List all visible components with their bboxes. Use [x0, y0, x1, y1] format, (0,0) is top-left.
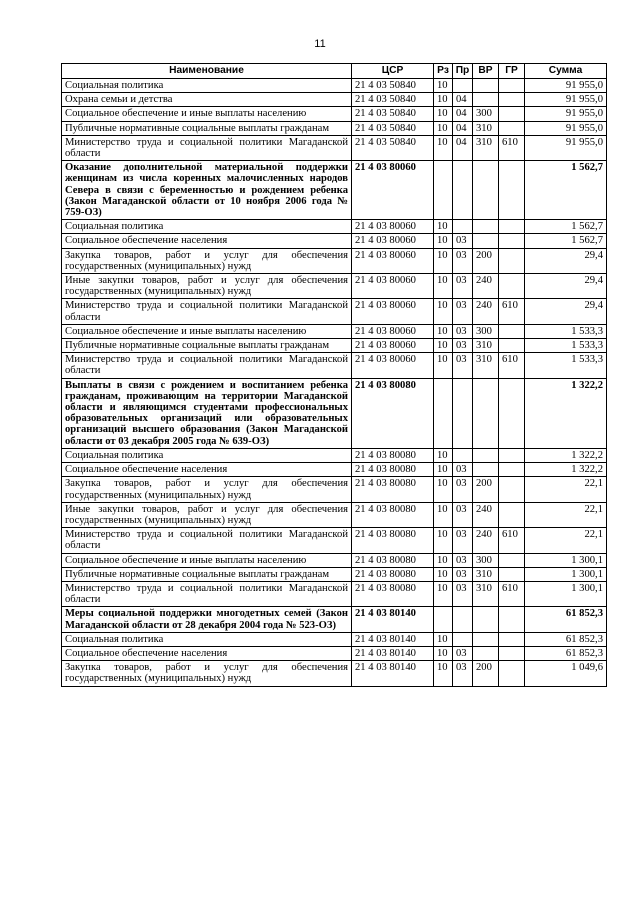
cell-csr: 21 4 03 80080 — [352, 581, 434, 606]
cell-vr: 310 — [473, 339, 499, 353]
cell-pr: 03 — [453, 353, 473, 378]
cell-pr: 04 — [453, 107, 473, 121]
cell-pr: 03 — [453, 299, 473, 324]
cell-gr — [499, 567, 525, 581]
cell-vr — [473, 448, 499, 462]
cell-gr — [499, 553, 525, 567]
cell-vr — [473, 607, 499, 632]
cell-gr — [499, 324, 525, 338]
cell-sum: 1 300,1 — [525, 581, 607, 606]
cell-gr — [499, 220, 525, 234]
table-row — [62, 448, 607, 462]
cell-csr: 21 4 03 80060 — [352, 220, 434, 234]
cell-rz: 10 — [434, 567, 453, 581]
cell-csr: 21 4 03 50840 — [352, 135, 434, 160]
cell-sum: 1 322,2 — [525, 463, 607, 477]
cell-sum: 91 955,0 — [525, 135, 607, 160]
cell-gr — [499, 274, 525, 299]
cell-pr: 04 — [453, 93, 473, 107]
table-row — [62, 528, 607, 553]
table-row — [62, 234, 607, 248]
cell-rz: 10 — [434, 502, 453, 527]
cell-csr: 21 4 03 50840 — [352, 79, 434, 93]
cell-rz: 10 — [434, 661, 453, 686]
cell-gr — [499, 502, 525, 527]
cell-pr — [453, 220, 473, 234]
cell-csr: 21 4 03 50840 — [352, 107, 434, 121]
cell-gr: 610 — [499, 353, 525, 378]
cell-vr: 300 — [473, 553, 499, 567]
cell-sum: 1 322,2 — [525, 378, 607, 448]
cell-gr — [499, 93, 525, 107]
table-row — [62, 121, 607, 135]
cell-sum: 61 852,3 — [525, 632, 607, 646]
cell-pr: 03 — [453, 324, 473, 338]
cell-sum: 22,1 — [525, 528, 607, 553]
cell-name: Социальное обеспечение населения — [62, 463, 352, 477]
cell-vr — [473, 161, 499, 220]
cell-gr — [499, 107, 525, 121]
table-row — [62, 220, 607, 234]
cell-sum: 1 533,3 — [525, 353, 607, 378]
cell-gr — [499, 121, 525, 135]
budget-table — [61, 63, 607, 687]
cell-name: Министерство труда и социальной политики Магаданской области — [62, 135, 352, 160]
cell-name: Министерство труда и социальной политики Магаданской области — [62, 528, 352, 553]
cell-csr: 21 4 03 80060 — [352, 161, 434, 220]
cell-pr — [453, 632, 473, 646]
cell-name: Социальная политика — [62, 632, 352, 646]
table-row — [62, 248, 607, 273]
cell-vr: 310 — [473, 353, 499, 378]
cell-rz: 10 — [434, 463, 453, 477]
cell-csr: 21 4 03 50840 — [352, 93, 434, 107]
cell-vr — [473, 378, 499, 448]
cell-rz: 10 — [434, 79, 453, 93]
table-row — [62, 79, 607, 93]
cell-rz: 10 — [434, 448, 453, 462]
cell-gr — [499, 161, 525, 220]
cell-gr — [499, 378, 525, 448]
cell-sum: 1 300,1 — [525, 567, 607, 581]
cell-name: Закупка товаров, работ и услуг для обеспечения государственных (муниципальных) нужд — [62, 477, 352, 502]
cell-vr — [473, 79, 499, 93]
cell-vr — [473, 220, 499, 234]
cell-csr: 21 4 03 80080 — [352, 502, 434, 527]
table-row — [62, 607, 607, 632]
cell-csr: 21 4 03 80080 — [352, 477, 434, 502]
header-rz: Рз — [434, 64, 453, 79]
cell-pr — [453, 378, 473, 448]
cell-vr — [473, 463, 499, 477]
table-row — [62, 161, 607, 220]
cell-csr: 21 4 03 80140 — [352, 632, 434, 646]
cell-csr: 21 4 03 50840 — [352, 121, 434, 135]
cell-name: Социальная политика — [62, 79, 352, 93]
cell-sum: 91 955,0 — [525, 79, 607, 93]
table-row — [62, 135, 607, 160]
cell-csr: 21 4 03 80080 — [352, 528, 434, 553]
table-row — [62, 93, 607, 107]
cell-vr: 310 — [473, 135, 499, 160]
cell-name: Иные закупки товаров, работ и услуг для обеспечения государственных (муниципальных) нужд — [62, 502, 352, 527]
table-row — [62, 339, 607, 353]
cell-vr: 240 — [473, 502, 499, 527]
cell-rz: 10 — [434, 107, 453, 121]
cell-name: Социальная политика — [62, 448, 352, 462]
table-row — [62, 274, 607, 299]
cell-rz: 10 — [434, 528, 453, 553]
cell-gr — [499, 477, 525, 502]
cell-sum: 1 533,3 — [525, 339, 607, 353]
cell-rz: 10 — [434, 477, 453, 502]
cell-gr — [499, 339, 525, 353]
cell-pr: 03 — [453, 553, 473, 567]
cell-sum: 29,4 — [525, 299, 607, 324]
cell-rz: 10 — [434, 299, 453, 324]
cell-rz: 10 — [434, 93, 453, 107]
cell-pr: 03 — [453, 661, 473, 686]
cell-sum: 91 955,0 — [525, 93, 607, 107]
cell-vr: 200 — [473, 477, 499, 502]
cell-name: Социальное обеспечение и иные выплаты населению — [62, 324, 352, 338]
cell-rz: 10 — [434, 581, 453, 606]
cell-vr: 310 — [473, 121, 499, 135]
cell-rz: 10 — [434, 339, 453, 353]
cell-name: Социальная политика — [62, 220, 352, 234]
cell-gr — [499, 79, 525, 93]
cell-sum: 22,1 — [525, 477, 607, 502]
cell-pr: 03 — [453, 234, 473, 248]
cell-csr: 21 4 03 80060 — [352, 274, 434, 299]
cell-sum: 91 955,0 — [525, 107, 607, 121]
cell-name: Социальное обеспечение населения — [62, 234, 352, 248]
cell-sum: 1 562,7 — [525, 161, 607, 220]
cell-pr: 03 — [453, 646, 473, 660]
cell-csr: 21 4 03 80080 — [352, 448, 434, 462]
header-gr: ГР — [499, 64, 525, 79]
cell-csr: 21 4 03 80060 — [352, 299, 434, 324]
header-csr: ЦСР — [352, 64, 434, 79]
cell-name: Оказание дополнительной материальной поддержки женщинам из числа коренных малочисленных народов Севера в связи с беременностью и рождением ребенка (Закон Магаданской области от 10 ноября 2006 года № 759-ОЗ) — [62, 161, 352, 220]
table-row — [62, 324, 607, 338]
cell-gr: 610 — [499, 299, 525, 324]
cell-pr: 04 — [453, 135, 473, 160]
table-row — [62, 477, 607, 502]
table-row — [62, 353, 607, 378]
table-row — [62, 378, 607, 448]
cell-sum: 22,1 — [525, 502, 607, 527]
cell-rz: 10 — [434, 135, 453, 160]
cell-vr — [473, 234, 499, 248]
cell-name: Социальное обеспечение и иные выплаты населению — [62, 553, 352, 567]
cell-rz: 10 — [434, 353, 453, 378]
table-row — [62, 502, 607, 527]
cell-rz: 10 — [434, 324, 453, 338]
table-row — [62, 299, 607, 324]
cell-sum: 1 300,1 — [525, 553, 607, 567]
cell-rz: 10 — [434, 121, 453, 135]
cell-gr — [499, 607, 525, 632]
cell-csr: 21 4 03 80060 — [352, 339, 434, 353]
cell-gr — [499, 632, 525, 646]
cell-csr: 21 4 03 80140 — [352, 661, 434, 686]
cell-sum: 1 562,7 — [525, 234, 607, 248]
table-row — [62, 567, 607, 581]
cell-csr: 21 4 03 80080 — [352, 553, 434, 567]
cell-csr: 21 4 03 80060 — [352, 324, 434, 338]
cell-pr — [453, 448, 473, 462]
cell-sum: 61 852,3 — [525, 646, 607, 660]
table-row — [62, 463, 607, 477]
cell-sum: 29,4 — [525, 274, 607, 299]
cell-name: Публичные нормативные социальные выплаты гражданам — [62, 121, 352, 135]
header-sum: Сумма — [525, 64, 607, 79]
cell-rz: 10 — [434, 220, 453, 234]
cell-name: Закупка товаров, работ и услуг для обеспечения государственных (муниципальных) нужд — [62, 661, 352, 686]
cell-pr — [453, 607, 473, 632]
table-row — [62, 581, 607, 606]
cell-vr: 300 — [473, 107, 499, 121]
cell-vr: 240 — [473, 274, 499, 299]
cell-name: Выплаты в связи с рождением и воспитанием ребенка гражданам, проживающим на территории Магаданской области и являющимся студентами профессиональных образовательных организаций или образовательных организаций высшего образования (Закон Магаданской области от 03 декабря 2005 года № 639-ОЗ) — [62, 378, 352, 448]
cell-vr — [473, 632, 499, 646]
cell-name: Иные закупки товаров, работ и услуг для обеспечения государственных (муниципальных) нужд — [62, 274, 352, 299]
cell-pr — [453, 79, 473, 93]
cell-sum: 91 955,0 — [525, 121, 607, 135]
cell-gr — [499, 448, 525, 462]
cell-vr: 200 — [473, 248, 499, 273]
cell-gr: 610 — [499, 135, 525, 160]
cell-csr: 21 4 03 80060 — [352, 353, 434, 378]
cell-pr: 03 — [453, 463, 473, 477]
cell-sum: 29,4 — [525, 248, 607, 273]
cell-vr: 310 — [473, 581, 499, 606]
cell-vr — [473, 646, 499, 660]
cell-sum: 61 852,3 — [525, 607, 607, 632]
header-pr: Пр — [453, 64, 473, 79]
cell-pr: 03 — [453, 528, 473, 553]
cell-rz — [434, 607, 453, 632]
page-number: 11 — [314, 38, 326, 50]
cell-csr: 21 4 03 80080 — [352, 463, 434, 477]
cell-name: Министерство труда и социальной политики Магаданской области — [62, 581, 352, 606]
cell-rz: 10 — [434, 274, 453, 299]
cell-rz: 10 — [434, 234, 453, 248]
table-row — [62, 661, 607, 686]
cell-pr: 03 — [453, 502, 473, 527]
table-row — [62, 632, 607, 646]
cell-gr — [499, 646, 525, 660]
cell-pr: 03 — [453, 581, 473, 606]
cell-sum: 1 322,2 — [525, 448, 607, 462]
cell-pr: 04 — [453, 121, 473, 135]
cell-vr: 310 — [473, 567, 499, 581]
cell-gr — [499, 463, 525, 477]
cell-rz — [434, 161, 453, 220]
cell-name: Министерство труда и социальной политики Магаданской области — [62, 299, 352, 324]
cell-name: Охрана семьи и детства — [62, 93, 352, 107]
cell-csr: 21 4 03 80140 — [352, 607, 434, 632]
cell-gr — [499, 661, 525, 686]
cell-pr: 03 — [453, 477, 473, 502]
cell-csr: 21 4 03 80080 — [352, 378, 434, 448]
cell-pr: 03 — [453, 248, 473, 273]
cell-name: Министерство труда и социальной политики Магаданской области — [62, 353, 352, 378]
cell-gr — [499, 234, 525, 248]
table-header-row — [62, 64, 607, 79]
cell-gr: 610 — [499, 528, 525, 553]
cell-csr: 21 4 03 80060 — [352, 248, 434, 273]
cell-name: Меры социальной поддержки многодетных семей (Закон Магаданской области от 28 декабря 2004 года № 523-ОЗ) — [62, 607, 352, 632]
header-name: Наименование — [62, 64, 352, 79]
cell-vr: 200 — [473, 661, 499, 686]
cell-name: Публичные нормативные социальные выплаты гражданам — [62, 339, 352, 353]
cell-name: Публичные нормативные социальные выплаты гражданам — [62, 567, 352, 581]
cell-sum: 1 049,6 — [525, 661, 607, 686]
table-row — [62, 553, 607, 567]
cell-csr: 21 4 03 80080 — [352, 567, 434, 581]
cell-vr: 240 — [473, 528, 499, 553]
cell-rz: 10 — [434, 646, 453, 660]
cell-pr: 03 — [453, 339, 473, 353]
cell-rz: 10 — [434, 553, 453, 567]
cell-rz — [434, 378, 453, 448]
cell-rz: 10 — [434, 632, 453, 646]
header-vr: ВР — [473, 64, 499, 79]
cell-vr: 300 — [473, 324, 499, 338]
table-row — [62, 646, 607, 660]
cell-gr: 610 — [499, 581, 525, 606]
cell-name: Социальное обеспечение населения — [62, 646, 352, 660]
cell-gr — [499, 248, 525, 273]
cell-name: Социальное обеспечение и иные выплаты населению — [62, 107, 352, 121]
table-body — [62, 79, 607, 687]
cell-sum: 1 533,3 — [525, 324, 607, 338]
cell-rz: 10 — [434, 248, 453, 273]
cell-pr: 03 — [453, 274, 473, 299]
cell-sum: 1 562,7 — [525, 220, 607, 234]
cell-vr: 240 — [473, 299, 499, 324]
cell-csr: 21 4 03 80060 — [352, 234, 434, 248]
cell-pr — [453, 161, 473, 220]
cell-vr — [473, 93, 499, 107]
table-row — [62, 107, 607, 121]
cell-pr: 03 — [453, 567, 473, 581]
cell-name: Закупка товаров, работ и услуг для обеспечения государственных (муниципальных) нужд — [62, 248, 352, 273]
cell-csr: 21 4 03 80140 — [352, 646, 434, 660]
